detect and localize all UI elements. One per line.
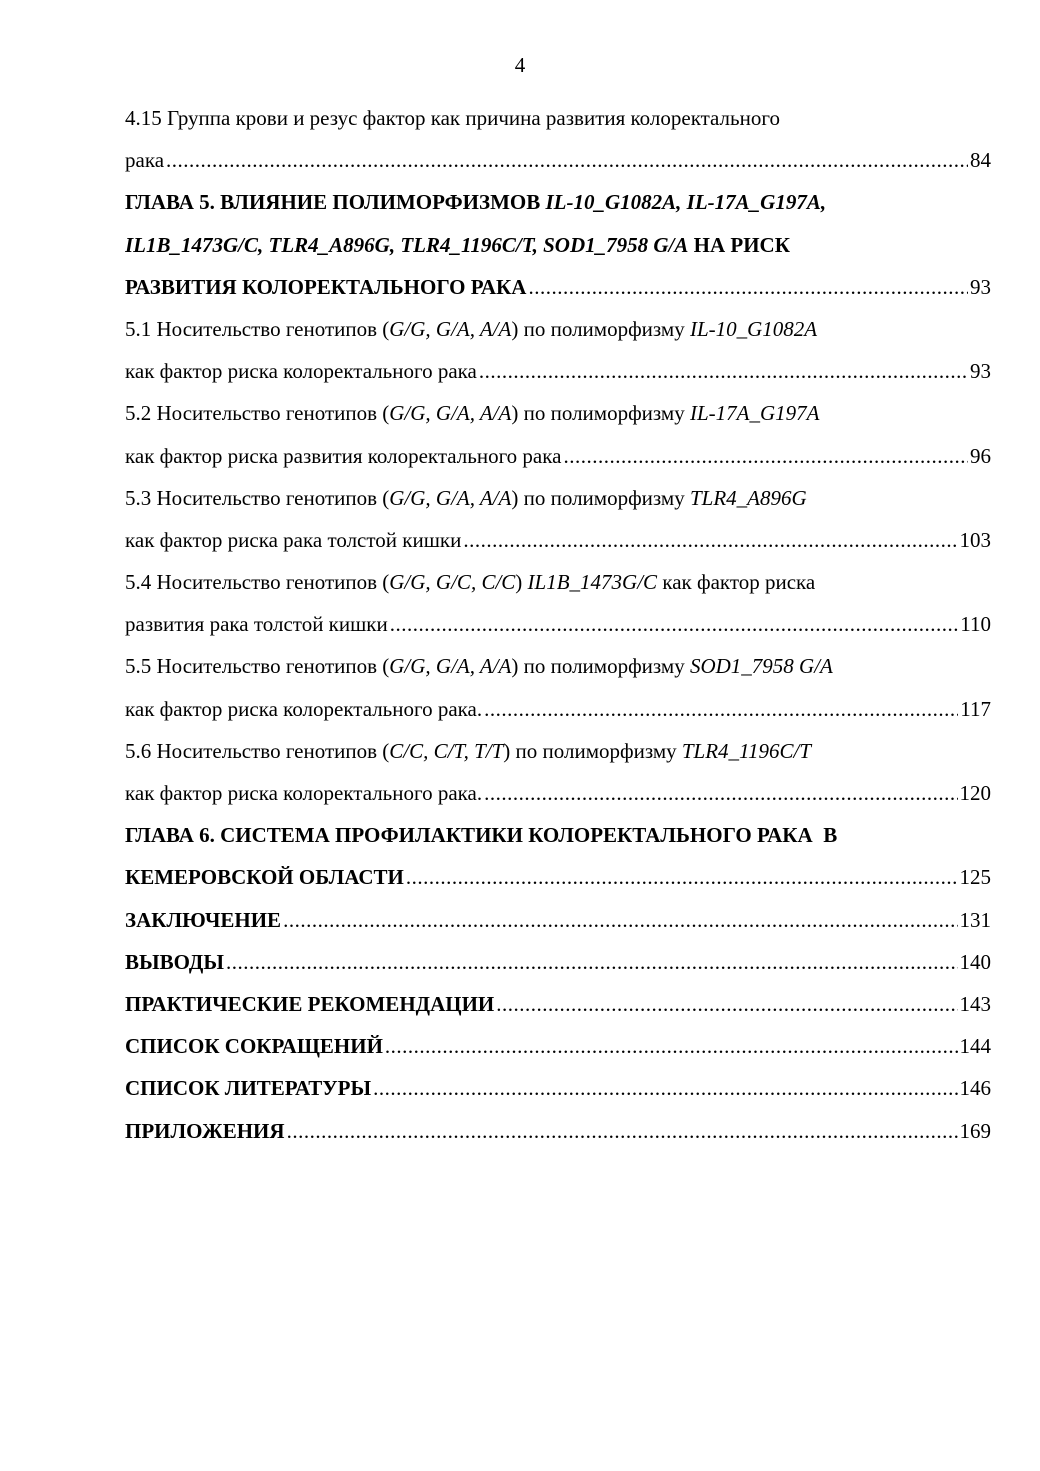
toc-entry-text-italic: TLR4_A896G xyxy=(689,485,807,510)
toc-practical-recommendations xyxy=(125,983,991,1025)
toc-entry-text: ГЛАВА 6. СИСТЕМА ПРОФИЛАКТИКИ КОЛОРЕКТАЛЬНОГО РАКА В xyxy=(125,823,838,848)
toc-entry-text: рака xyxy=(125,148,165,173)
table-of-contents xyxy=(125,97,991,1152)
page-number: 4 xyxy=(514,53,526,77)
toc-entry-text: развития рака толстой кишки xyxy=(125,612,388,637)
toc-entry-4-15-line1 xyxy=(125,97,991,139)
toc-entry-text: ) xyxy=(515,570,528,595)
toc-entry-text: ЗАКЛЮЧЕНИЕ xyxy=(125,907,282,932)
toc-appendix xyxy=(125,1110,991,1152)
toc-entry-5-5-line1 xyxy=(125,645,991,687)
toc-page-number: 140 xyxy=(959,949,991,974)
toc-page-number: 93 xyxy=(970,274,991,299)
toc-entry-5-3-line1 xyxy=(125,477,991,519)
toc-entry-5-3-line2 xyxy=(125,519,991,561)
toc-entry-5-4-line1 xyxy=(125,561,991,603)
dot-leader xyxy=(385,1025,958,1067)
toc-entry-text-italic: C/C, C/T, T/T xyxy=(389,738,504,763)
toc-entry-text: ) по полиморфизму xyxy=(511,316,690,341)
toc-entry-text: как фактор риска xyxy=(657,570,816,595)
toc-entry-text-italic: IL1B_1473G/C xyxy=(527,570,658,595)
toc-page-number: 120 xyxy=(959,781,991,805)
toc-entry-text-italic: G/G, G/A, A/A xyxy=(389,316,512,341)
toc-entry-text: ) по полиморфизму xyxy=(511,654,690,679)
toc-entry-text-italic: G/G, G/C, C/C xyxy=(389,570,516,595)
toc-entry-text-italic: G/G, G/A, A/A xyxy=(389,401,512,426)
toc-entry-text: КЕМЕРОВСКОЙ ОБЛАСТИ xyxy=(125,865,404,890)
toc-entry-4-15-line2 xyxy=(125,139,991,181)
toc-entry-text: 4.15 Группа крови и резус фактор как причина развития колоректального xyxy=(125,106,780,130)
toc-entry-text: как фактор риска колоректального рака. xyxy=(125,781,483,805)
toc-entry-text: ПРАКТИЧЕСКИЕ РЕКОМЕНДАЦИИ xyxy=(125,991,495,1016)
toc-entry-text-italic: IL-10_G1082A, IL-17A_G197A, xyxy=(545,190,827,215)
toc-entry-5-2-line2 xyxy=(125,435,991,477)
toc-page-number: 131 xyxy=(959,907,991,932)
dot-leader xyxy=(287,1110,958,1152)
dot-leader xyxy=(226,941,958,983)
toc-page-number: 110 xyxy=(960,612,991,637)
toc-page-number: 143 xyxy=(959,991,991,1016)
toc-entry-text: НА РИСК xyxy=(688,232,790,257)
toc-entry-5-5-line2 xyxy=(125,688,991,730)
toc-entry-text: ) по полиморфизму xyxy=(511,485,690,510)
toc-entry-text-italic: TLR4_1196C/T xyxy=(681,738,812,763)
toc-entry-text: как фактор риска колоректального рака. xyxy=(125,696,483,721)
toc-page-number: 117 xyxy=(960,696,991,721)
toc-entry-text-italic: IL-10_G1082A xyxy=(689,316,818,341)
toc-entry-text: 5.3 Носительство генотипов ( xyxy=(125,485,390,510)
toc-chapter-5-line1 xyxy=(125,181,991,223)
toc-chapter-5-line2 xyxy=(125,224,991,266)
toc-entry-text: СПИСОК СОКРАЩЕНИЙ xyxy=(125,1034,383,1059)
dot-leader xyxy=(463,519,957,561)
toc-entry-5-4-line2 xyxy=(125,603,991,645)
dot-leader xyxy=(563,435,968,477)
toc-entry-text: ) по полиморфизму xyxy=(511,401,690,426)
toc-page-number: 96 xyxy=(970,443,991,468)
toc-page-number: 125 xyxy=(959,865,991,890)
toc-entry-text: 5.4 Носительство генотипов ( xyxy=(125,570,390,595)
toc-chapter-5-line3 xyxy=(125,266,991,308)
toc-page-number: 144 xyxy=(959,1034,991,1059)
toc-entry-text: 5.6 Носительство генотипов ( xyxy=(125,738,390,763)
toc-entry-text: ) по полиморфизму xyxy=(503,738,682,763)
dot-leader xyxy=(406,856,958,898)
toc-entry-text-italic: IL-17A_G197A xyxy=(689,401,820,426)
toc-entry-text: как фактор риска колоректального рака xyxy=(125,359,477,384)
toc-entry-text: как фактор риска развития колоректального рака xyxy=(125,443,562,468)
toc-entry-5-6-line2 xyxy=(125,772,991,814)
dot-leader xyxy=(479,350,968,392)
toc-page-number: 169 xyxy=(959,1118,991,1143)
toc-entry-text: 5.1 Носительство генотипов ( xyxy=(125,316,390,341)
toc-findings xyxy=(125,941,991,983)
toc-entry-5-1-line1 xyxy=(125,308,991,350)
toc-references xyxy=(125,1067,991,1109)
dot-leader xyxy=(166,139,968,181)
toc-page-number: 103 xyxy=(959,527,991,552)
dot-leader xyxy=(528,266,968,308)
dot-leader xyxy=(496,983,957,1025)
toc-entry-text-italic: IL1B_1473G/C, TLR4_A896G, TLR4_1196C/T, SOD1_7958 G/A xyxy=(125,232,689,257)
toc-entry-text: 5.5 Носительство генотипов ( xyxy=(125,654,390,679)
toc-page-number: 146 xyxy=(959,1076,991,1101)
toc-entry-text: СПИСОК ЛИТЕРАТУРЫ xyxy=(125,1076,372,1101)
toc-entry-5-2-line1 xyxy=(125,392,991,434)
toc-entry-5-6-line1 xyxy=(125,730,991,772)
toc-entry-text: ПРИЛОЖЕНИЯ xyxy=(125,1118,285,1143)
toc-entry-text: ГЛАВА 5. ВЛИЯНИЕ ПОЛИМОРФИЗМОВ xyxy=(125,190,546,215)
dot-leader xyxy=(484,772,957,814)
toc-entry-text-italic: SOD1_7958 G/A xyxy=(689,654,833,679)
toc-abbreviations xyxy=(125,1025,991,1067)
toc-entry-text: как фактор риска рака толстой кишки xyxy=(125,527,462,552)
toc-entry-text-italic: G/G, G/A, A/A xyxy=(389,485,512,510)
toc-chapter-6-line2 xyxy=(125,856,991,898)
dot-leader xyxy=(390,603,959,645)
toc-entry-5-1-line2 xyxy=(125,350,991,392)
dot-leader xyxy=(373,1067,957,1109)
toc-entry-text-italic: G/G, G/A, A/A xyxy=(389,654,512,679)
toc-entry-text: ВЫВОДЫ xyxy=(125,949,224,974)
toc-page-number: 84 xyxy=(970,148,991,173)
dot-leader xyxy=(283,899,957,941)
toc-chapter-6-line1 xyxy=(125,814,991,856)
dot-leader xyxy=(484,688,958,730)
toc-conclusion xyxy=(125,899,991,941)
toc-entry-text: РАЗВИТИЯ КОЛОРЕКТАЛЬНОГО РАКА xyxy=(125,274,527,299)
toc-page-number: 93 xyxy=(970,359,991,384)
toc-entry-text: 5.2 Носительство генотипов ( xyxy=(125,401,390,426)
